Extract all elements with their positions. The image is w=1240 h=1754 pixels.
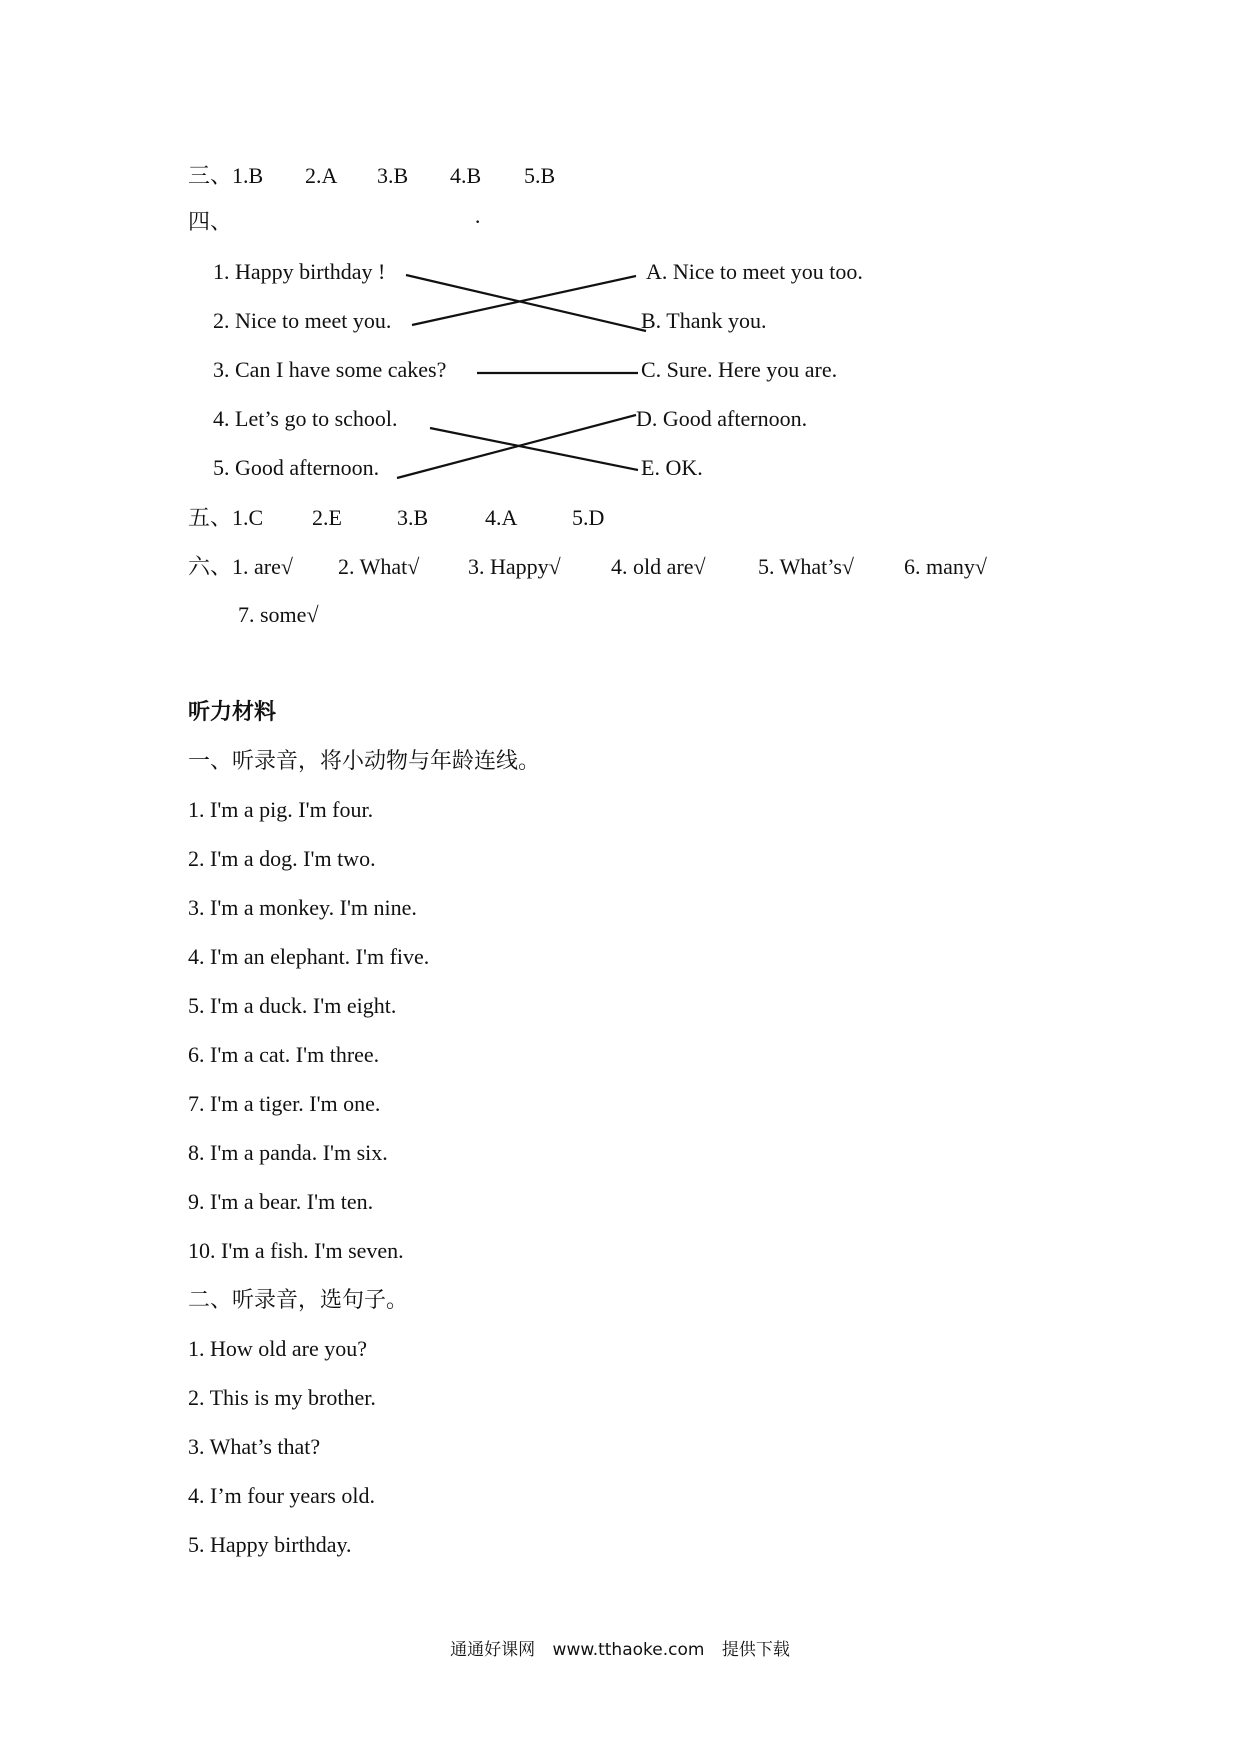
answer-item: 2.E — [312, 505, 342, 530]
answer-item: 5.D — [572, 505, 605, 530]
listening-item: 4. I’m four years old. — [188, 1483, 375, 1508]
match-left-1: 1. Happy birthday ! — [213, 259, 386, 284]
answer-line-6 — [188, 552, 987, 582]
answer-line-6-cont — [238, 600, 319, 630]
answer-item: 4.A — [485, 505, 518, 530]
match-right-e: E. OK. — [641, 455, 703, 480]
answer-item: 1.C — [232, 505, 264, 530]
answer-item: 4.B — [450, 163, 482, 188]
answer-item: 2.A — [305, 163, 338, 188]
footer-site-name: 通通好课网 — [450, 1640, 536, 1660]
answer-item: 2. What√ — [338, 554, 420, 579]
listening-item: 10. I'm a fish. I'm seven. — [188, 1238, 404, 1263]
match-left-4: 4. Let’s go to school. — [213, 406, 398, 431]
listening-item: 6. I'm a cat. I'm three. — [188, 1042, 380, 1067]
answer-item: 3.B — [397, 505, 429, 530]
listening-item: 1. I'm a pig. I'm four. — [188, 797, 374, 822]
footer-suffix: 提供下载 — [721, 1640, 790, 1660]
listening-item: 8. I'm a panda. I'm six. — [188, 1140, 388, 1165]
section-label: 三、 — [188, 163, 233, 188]
match-left-5: 5. Good afternoon. — [213, 455, 380, 480]
answer-item: 7. some√ — [238, 602, 319, 627]
match-right-a: A. Nice to meet you too. — [646, 259, 863, 284]
answer-item: 6. many√ — [904, 554, 987, 579]
page-footer — [0, 1635, 1240, 1660]
listening-item: 2. I'm a dog. I'm two. — [188, 846, 376, 871]
listening-item: 1. How old are you? — [188, 1336, 368, 1361]
answer-item: 3.B — [377, 163, 409, 188]
listening-item: 5. Happy birthday. — [188, 1532, 352, 1557]
answer-item: 3. Happy√ — [468, 554, 561, 579]
listening-item: 3. What’s that? — [188, 1434, 321, 1459]
listening-part1-heading: 一、听录音，将小动物与年龄连线。 — [188, 748, 541, 773]
listening-item: 3. I'm a monkey. I'm nine. — [188, 895, 417, 920]
footer-url[interactable]: www.tthaoke.com — [552, 1640, 705, 1660]
section-label: 五、 — [188, 505, 233, 530]
match-line-5-d — [397, 415, 636, 478]
section-label: 四、 — [188, 209, 233, 234]
answer-item: 5. What’s√ — [758, 554, 855, 579]
match-right-b: B. Thank you. — [641, 308, 767, 333]
stray-dot: · — [474, 209, 482, 234]
answer-item: 4. old are√ — [611, 554, 706, 579]
answer-line-5 — [188, 503, 604, 533]
match-right-c: C. Sure. Here you are. — [641, 357, 838, 382]
listening-item: 7. I'm a tiger. I'm one. — [188, 1091, 381, 1116]
listening-title: 听力材料 — [188, 699, 277, 724]
listening-item: 5. I'm a duck. I'm eight. — [188, 993, 397, 1018]
match-right-d: D. Good afternoon. — [636, 406, 808, 431]
match-line-4-e — [430, 428, 638, 470]
section-label: 六、 — [188, 554, 233, 579]
match-line-1-b — [406, 275, 646, 331]
listening-item: 2. This is my brother. — [188, 1385, 376, 1410]
answer-item: 5.B — [524, 163, 556, 188]
matching-lines — [0, 0, 1240, 600]
listening-item: 4. I'm an elephant. I'm five. — [188, 944, 430, 969]
match-left-3: 3. Can I have some cakes? — [213, 357, 447, 382]
match-left-2: 2. Nice to meet you. — [213, 308, 392, 333]
answer-item: 1. are√ — [232, 554, 293, 579]
answer-item: 1.B — [232, 163, 264, 188]
listening-part2-heading: 二、听录音，选句子。 — [188, 1287, 409, 1312]
listening-item: 9. I'm a bear. I'm ten. — [188, 1189, 374, 1214]
